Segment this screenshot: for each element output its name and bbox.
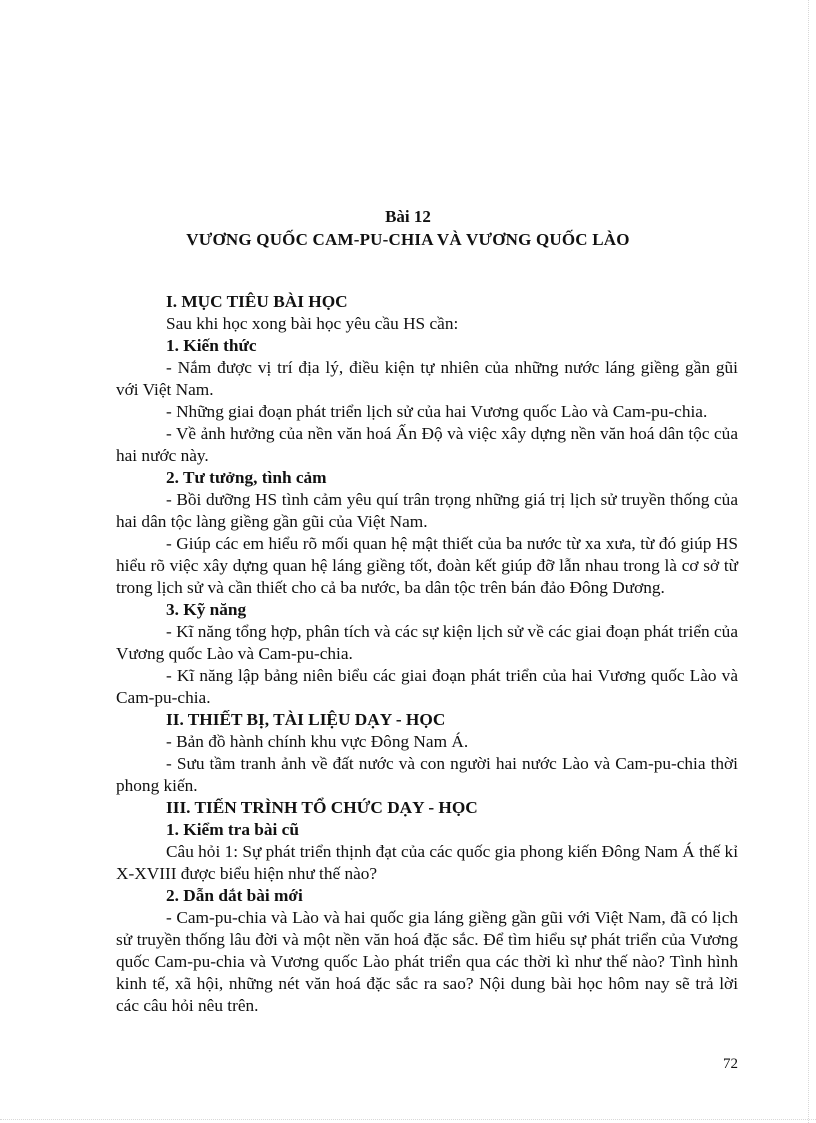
section-heading: II. THIẾT BỊ, TÀI LIỆU DẠY - HỌC: [166, 710, 446, 729]
subsection-heading: 2. Dẫn dắt bài mới: [166, 886, 303, 905]
document-body: [116, 291, 738, 1017]
section-intro: Sau khi học xong bài học yêu cầu HS cần:: [166, 314, 459, 333]
page-number: 72: [723, 1056, 738, 1072]
subsection-heading: 3. Kỹ năng: [166, 600, 247, 619]
paragraph: - Về ảnh hưởng của nền văn hoá Ấn Độ và việc xây dựng nền văn hoá dân tộc của hai nước này.: [116, 424, 738, 465]
subsection-heading: 2. Tư tưởng, tình cảm: [166, 468, 327, 487]
paragraph: - Sưu tầm tranh ảnh về đất nước và con người hai nước Lào và Cam-pu-chia thời phong kiến.: [116, 754, 738, 795]
section-heading: I. MỤC TIÊU BÀI HỌC: [166, 292, 348, 311]
paragraph: - Kĩ năng lập bảng niên biểu các giai đoạn phát triển của hai Vương quốc Lào và Cam-pu-chia.: [116, 666, 738, 707]
lesson-header: [0, 206, 816, 252]
paragraph: - Kĩ năng tổng hợp, phân tích và các sự kiện lịch sử về các giai đoạn phát triển của Vương quốc Lào và Cam-pu-chia.: [116, 622, 738, 663]
paragraph: - Giúp các em hiểu rõ mối quan hệ mật thiết của ba nước từ xa xưa, từ đó giúp HS hiểu rõ việc xây dựng quan hệ láng giềng tốt, đoàn kết giúp đỡ lẫn nhau trong là cơ sở từ trong lịch sử và cần thiết cho cả ba nước, ba dân tộc trên bán đảo Đông Dương.: [116, 534, 738, 597]
paragraph: - Bản đồ hành chính khu vực Đông Nam Á.: [166, 732, 469, 751]
paragraph: Câu hỏi 1: Sự phát triển thịnh đạt của các quốc gia phong kiến Đông Nam Á thế kỉ X-XVIII được biểu hiện như thế nào?: [116, 842, 738, 883]
paragraph: - Bồi dưỡng HS tình cảm yêu quí trân trọng những giá trị lịch sử truyền thống của hai dân tộc làng giềng gần gũi của Việt Nam.: [116, 490, 738, 531]
subsection-heading: 1. Kiến thức: [166, 336, 257, 355]
paragraph: - Nắm được vị trí địa lý, điều kiện tự nhiên của những nước láng giềng gần gũi với Việt Nam.: [116, 358, 738, 399]
lesson-number: Bài 12: [385, 207, 431, 226]
section-heading: III. TIẾN TRÌNH TỔ CHỨC DẠY - HỌC: [166, 798, 478, 817]
subsection-heading: 1. Kiểm tra bài cũ: [166, 820, 299, 839]
paragraph: - Cam-pu-chia và Lào và hai quốc gia láng giềng gần gũi với Việt Nam, đã có lịch sử truyền thống lâu đời và một nền văn hoá đặc sắc. Để tìm hiểu sự phát triển của Vương quốc Cam-pu-chia và Vương quốc Lào phát triển qua các thời kì như thế nào? Tình hình kinh tế, xã hội, những nét văn hoá đặc sắc ra sao? Nội dung bài học hôm nay sẽ trả lời các câu hỏi nêu trên.: [116, 908, 738, 1015]
page-edge-bottom: [0, 1119, 816, 1120]
paragraph: - Những giai đoạn phát triển lịch sử của hai Vương quốc Lào và Cam-pu-chia.: [166, 402, 708, 421]
lesson-title: VƯƠNG QUỐC CAM-PU-CHIA VÀ VƯƠNG QUỐC LÀO: [186, 230, 630, 249]
page-edge-right: [808, 0, 809, 1123]
